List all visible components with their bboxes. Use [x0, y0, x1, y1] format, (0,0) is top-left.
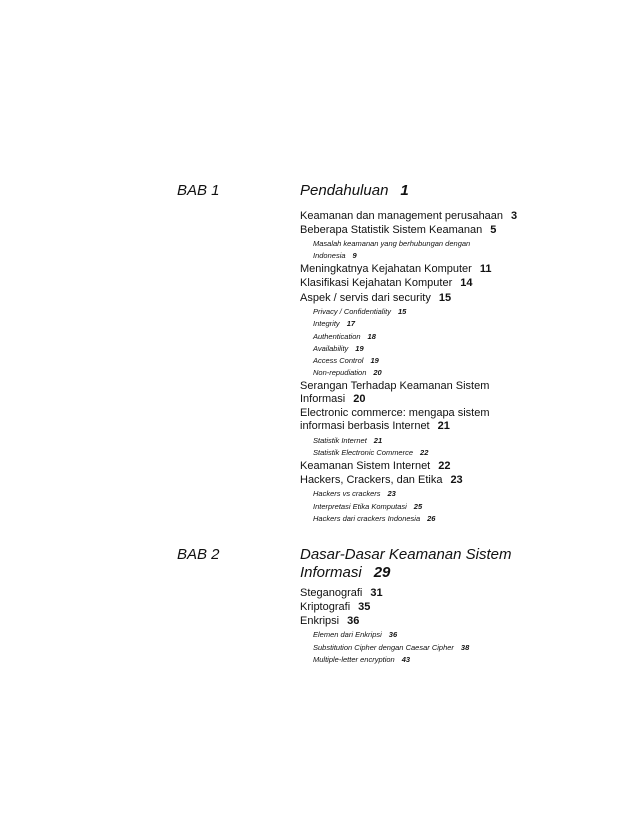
- entry-text: Access Control: [313, 356, 364, 365]
- chapter-page: 29: [373, 564, 391, 581]
- toc-subentry[interactable]: [313, 319, 355, 328]
- toc-subentry[interactable]: [313, 356, 379, 365]
- entry-page: 9: [352, 251, 357, 260]
- toc-subentry[interactable]: [313, 307, 406, 316]
- entry-text: Privacy / Confidentiality: [313, 307, 391, 316]
- toc-subentry[interactable]: [313, 251, 357, 260]
- toc-entry[interactable]: [300, 277, 473, 290]
- entry-text: Multiple-letter encryption: [313, 655, 395, 664]
- toc-entry[interactable]: [300, 615, 359, 628]
- chapter-label: BAB 2: [177, 546, 220, 563]
- toc-subentry[interactable]: [313, 239, 470, 248]
- toc-subentry[interactable]: [313, 489, 396, 498]
- entry-page: 22: [420, 448, 429, 457]
- entry-page: 3: [511, 210, 518, 222]
- entry-text: Hackers vs crackers: [313, 489, 381, 498]
- entry-page: 14: [460, 277, 473, 289]
- entry-page: 20: [353, 393, 366, 405]
- toc-subentry[interactable]: [313, 514, 435, 523]
- toc-subentry[interactable]: [313, 436, 382, 445]
- entry-text: Statistik Electronic Commerce: [313, 448, 414, 457]
- entry-page: 23: [387, 489, 396, 498]
- entry-text: Keamanan Sistem Internet: [300, 460, 431, 472]
- entry-page: 15: [438, 292, 452, 304]
- entry-page: 35: [358, 601, 371, 613]
- entry-text: Keamanan dan management perusahaan: [300, 210, 504, 222]
- entry-page: 21: [437, 420, 450, 432]
- toc-entry[interactable]: [300, 292, 451, 305]
- entry-page: 5: [490, 224, 497, 236]
- entry-page: 43: [401, 655, 411, 664]
- entry-text: Electronic commerce: mengapa sistem informasi berbasis Internet: [300, 407, 490, 432]
- toc-entry[interactable]: [300, 407, 500, 433]
- entry-page: 25: [413, 502, 423, 511]
- entry-page: 15: [397, 307, 407, 316]
- entry-text: Elemen dari Enkripsi: [313, 630, 382, 639]
- entry-page: 36: [347, 615, 360, 627]
- entry-text: Statistik Internet: [313, 436, 367, 445]
- entry-page: 19: [355, 344, 364, 353]
- entry-text: Aspek / servis dari security: [300, 292, 431, 304]
- entry-page: 36: [388, 630, 398, 639]
- toc-entry[interactable]: [300, 601, 370, 614]
- chapter-page: 1: [400, 182, 409, 199]
- entry-page: 18: [367, 332, 376, 341]
- entry-text: Hackers dari crackers Indonesia: [313, 514, 421, 523]
- entry-text: Substitution Cipher dengan Caesar Cipher: [313, 643, 454, 652]
- entry-page: 21: [373, 436, 383, 445]
- entry-page: 31: [370, 587, 383, 599]
- entry-text: Kriptografi: [300, 601, 351, 613]
- chapter-title-text: Dasar-Dasar Keamanan Sistem Informasi: [300, 546, 512, 581]
- toc-subentry[interactable]: [313, 368, 382, 377]
- toc-subentry[interactable]: [313, 630, 397, 639]
- toc-subentry[interactable]: [313, 655, 410, 664]
- toc-entry[interactable]: [300, 460, 451, 473]
- toc-entry[interactable]: [300, 224, 496, 237]
- toc-entry[interactable]: [300, 263, 491, 276]
- toc-entry[interactable]: [300, 380, 500, 406]
- chapter-title-text: Pendahuluan: [300, 182, 389, 199]
- entry-text: Indonesia: [313, 251, 346, 260]
- entry-page: 17: [346, 319, 356, 328]
- entry-text: Meningkatnya Kejahatan Komputer: [300, 263, 472, 275]
- entry-text: Hackers, Crackers, dan Etika: [300, 474, 443, 486]
- toc-subentry[interactable]: [313, 448, 428, 457]
- entry-text: Availability: [313, 344, 349, 353]
- entry-page: 19: [370, 356, 379, 365]
- entry-text: Serangan Terhadap Keamanan Sistem Informasi: [300, 380, 490, 405]
- toc-entry[interactable]: [300, 587, 383, 600]
- entry-page: 38: [460, 643, 470, 652]
- chapter-title[interactable]: [300, 546, 530, 582]
- entry-page: 22: [438, 460, 451, 472]
- entry-page: 20: [373, 368, 382, 377]
- entry-page: 11: [479, 263, 492, 275]
- entry-text: Steganografi: [300, 587, 363, 599]
- entry-page: 26: [427, 514, 436, 523]
- entry-text: Authentication: [313, 332, 361, 341]
- toc-subentry[interactable]: [313, 502, 422, 511]
- chapter-title[interactable]: [300, 182, 530, 200]
- entry-text: Interpretasi Etika Komputasi: [313, 502, 407, 511]
- chapter-label: BAB 1: [177, 182, 220, 199]
- toc-subentry[interactable]: [313, 643, 469, 652]
- entry-text: Masalah keamanan yang berhubungan dengan: [313, 239, 471, 248]
- entry-text: Non-repudiation: [313, 368, 367, 377]
- entry-text: Integrity: [313, 319, 340, 328]
- entry-text: Beberapa Statistik Sistem Keamanan: [300, 224, 483, 236]
- toc-entry[interactable]: [300, 474, 463, 487]
- entry-page: 23: [450, 474, 463, 486]
- toc-subentry[interactable]: [313, 344, 364, 353]
- entry-text: Klasifikasi Kejahatan Komputer: [300, 277, 453, 289]
- toc-entry[interactable]: [300, 210, 517, 223]
- toc-subentry[interactable]: [313, 332, 376, 341]
- entry-text: Enkripsi: [300, 615, 340, 627]
